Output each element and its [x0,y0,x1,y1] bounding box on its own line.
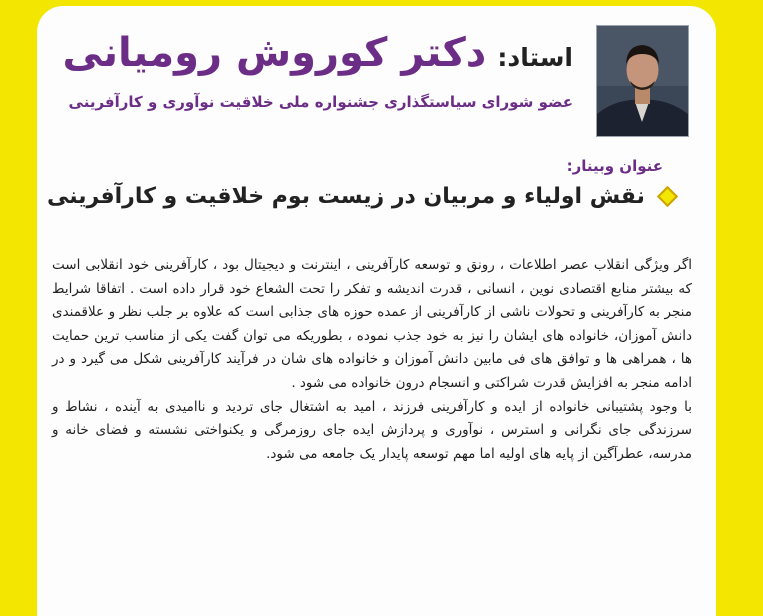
paragraph-2: با وجود پشتیبانی خانواده از ایده و کارآفرینی فرزند ، امید به اشتغال جای تردید و ناامیدی به آینده ، نشاط و سرزندگی جای نگرانی و استرس ، نوآوری و پردازش ایده جای روزمرگی و یکنواختی نشسته و فضای خانه و مدرسه، عطرآگین از پایه های اولیه اما مهم توسعه پایدار یک جامعه می شود. [52,398,692,462]
webinar-label: عنوان وبینار: [566,157,663,175]
teacher-name: دکتر کوروش رومیانی [62,30,487,76]
teacher-line [62,30,573,76]
diamond-bullet-icon [657,186,678,207]
webinar-title: نقش اولیاء و مربیان در زیست بوم خلاقیت و کارآفرینی [47,184,645,209]
body-text [52,254,692,466]
paragraph-1: اگر ویژگی انقلاب عصر اطلاعات ، رونق و توسعه کارآفرینی ، اینترنت و دیجیتال بود ، کارآفرینی خود انقلابی است که بیشتر منابع اقتصادی نوین ، انسانی ، قدرت اندیشه و تفکر را تحت الشعاع خود قرار داده است . اتفاقا شرایط منجر به کارآفرینی و تحولات ناشی از کارآفرینی از عمده حوزه های جذابی است که علاوه بر جلب نظر و علاقمندی دانش آموزان، خانواده های ایشان را نیز به خود جذب نموده ، بطوریکه می توان گفت یکی از مناسب ترین حمایت ها ، همراهی ها و توافق های فی مابین دانش آموزان و خانواده های شان در فرآیند کارآفرینی شکل می گیرد و در ادامه منجر به افزایش قدرت شراکتی و انسجام درون خانواده می شود . [52,257,692,391]
teacher-subtitle: عضو شورای سیاستگذاری جشنواره ملی خلاقیت نوآوری و کارآفرینی [68,93,573,111]
webinar-title-row [47,184,675,209]
teacher-label: استاد: [497,43,573,72]
portrait-photo [596,25,689,137]
